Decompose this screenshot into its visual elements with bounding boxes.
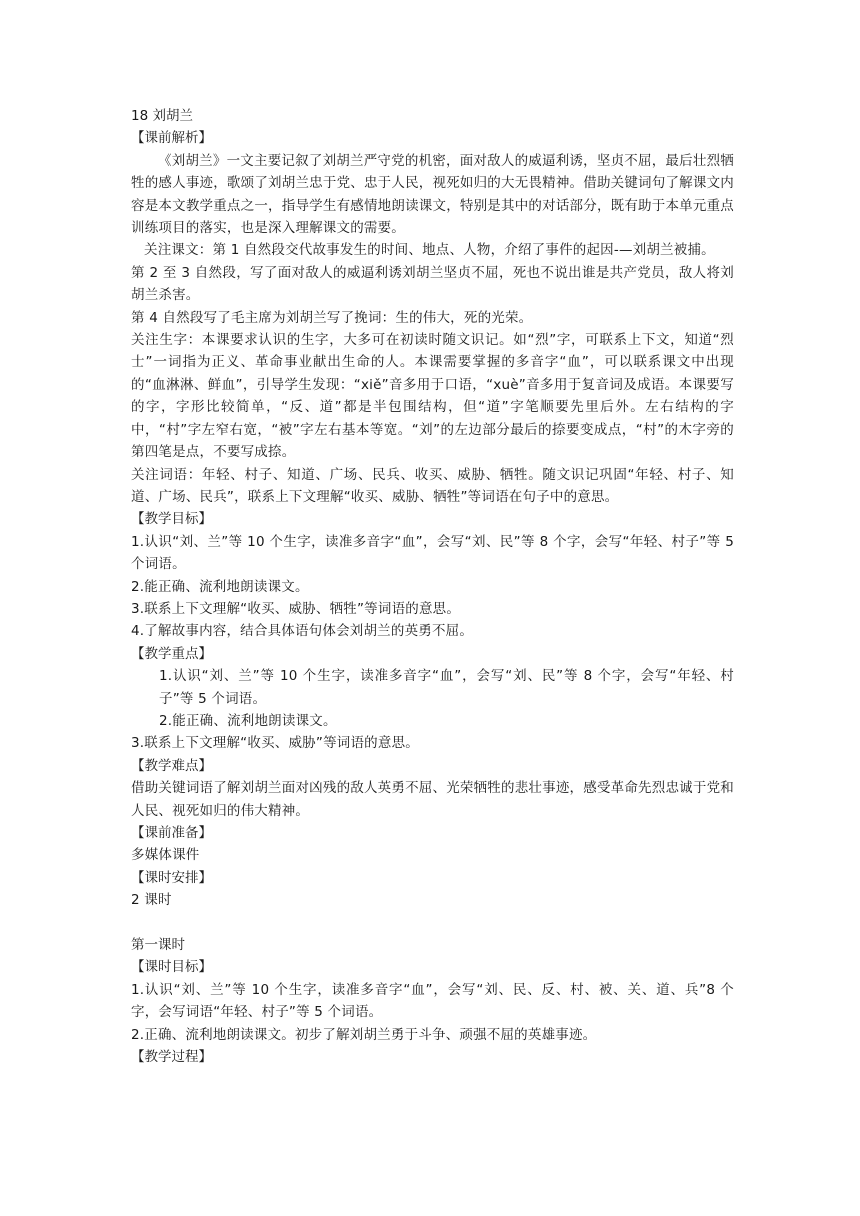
key-point-item: 1.认识“刘、兰”等 10 个生字，读准多音字“血”，会写“刘、民”等 8 个字，会写“年轻、村子”等 5 个词语。 — [159, 668, 734, 707]
goal-item: 4.了解故事内容，结合具体语句体会刘胡兰的英勇不屈。 — [131, 623, 474, 640]
lesson-title: 18 刘胡兰 — [131, 108, 193, 124]
key-point-item: 2.能正确、流利地朗读课文。 — [159, 712, 337, 729]
lesson-one-title: 第一课时 — [131, 937, 185, 954]
focus-text-paragraph-3: 第 4 自然段写了毛主席为刘胡兰写了挽词：生的伟大，死的光荣。 — [131, 309, 533, 326]
goal-item: 3.联系上下文理解“收买、威胁、牺牲”等词语的意思。 — [131, 600, 461, 617]
preparation-paragraph: 多媒体课件 — [131, 847, 200, 864]
teaching-goals-heading: 【教学目标】 — [131, 511, 212, 528]
preparation-heading: 【课前准备】 — [131, 825, 212, 841]
spacer — [131, 912, 734, 934]
pre-analysis-heading: 【课前解析】 — [131, 130, 212, 147]
goal-item: 2.能正确、流利地朗读课文。 — [131, 578, 309, 595]
lesson-goal-item: 1.认识“刘、兰”等 10 个生字，读准多音字“血”，会写“刘、民、反、村、被、关、道、兵”8 个字，会写词语“年轻、村子”等 5 个词语。 — [131, 981, 734, 1021]
schedule-heading: 【课时安排】 — [131, 869, 212, 886]
focus-text-paragraph-2: 第 2 至 3 自然段，写了面对敌人的威逼利诱刘胡兰坚贞不屈，死也不说出谁是共产党员，敌人将刘胡兰杀害。 — [131, 264, 734, 304]
goal-item: 1.认识“刘、兰”等 10 个生字，读准多音字“血”，会写“刘、民”等 8 个字，会写“年轻、村子”等 5 个词语。 — [131, 533, 734, 573]
focus-characters-paragraph: 关注生字：本课要求认识的生字，大多可在初读时随文识记。如“烈”字，可联系上下文，知道“烈士”一词指为正义、革命事业献出生命的人。本课需要掌握的多音字“血”，可以联系课文中出现的“血淋淋、鲜血”，引导学生发现：“xiě”音多用于口语，“xuè”音多用于复音词及成语。本课要写的字，字形比较简单，“反、道”都是半包围结构，但“道”字笔顺要先里后外。左右结构的字中，“村”字左窄右宽，“被”字左右基本等宽。“刘”的左边部分最后的捺要变成点，“村”的木字旁的第四笔是点，不要写成捺。 — [131, 332, 734, 461]
schedule-paragraph: 2 课时 — [131, 892, 172, 909]
pre-analysis-paragraph: 《刘胡兰》一文主要记叙了刘胡兰严守党的机密，面对敌人的威逼利诱，坚贞不屈，最后壮烈牺牲的感人事迹，歌颂了刘胡兰忠于党、忠于人民，视死如归的大无畏精神。借助关键词句了解课文内容是本文教学重点之一，指导学生有感情地朗读课文，特别是其中的对话部分，既有助于本单元重点训练项目的落实，也是深入理解课文的需要。 — [131, 152, 734, 237]
lesson-goals-heading: 【课时目标】 — [131, 959, 212, 976]
teaching-process-heading: 【教学过程】 — [131, 1049, 212, 1066]
lesson-goal-item: 2.正确、流利地朗读课文。初步了解刘胡兰勇于斗争、顽强不屈的英雄事迹。 — [131, 1026, 597, 1043]
focus-text-paragraph: 关注课文：第 1 自然段交代故事发生的时间、地点、人物，介绍了事件的起因-—刘胡兰被捕。 — [144, 242, 715, 259]
focus-words-paragraph: 关注词语：年轻、村子、知道、广场、民兵、收买、威胁、牺牲。随文识记巩固“年轻、村子、知道、广场、民兵”，联系上下文理解“收买、威胁、牺牲”等词语在句子中的意思。 — [131, 466, 734, 505]
key-points-heading: 【教学重点】 — [131, 645, 212, 662]
key-point-item: 3.联系上下文理解“收买、威胁”等词语的意思。 — [131, 735, 419, 752]
difficult-points-paragraph: 借助关键词语了解刘胡兰面对凶残的敌人英勇不屈、光荣牺牲的悲壮事迹，感受革命先烈忠诚于党和人民、视死如归的伟大精神。 — [131, 780, 734, 819]
difficult-points-heading: 【教学难点】 — [131, 757, 212, 774]
